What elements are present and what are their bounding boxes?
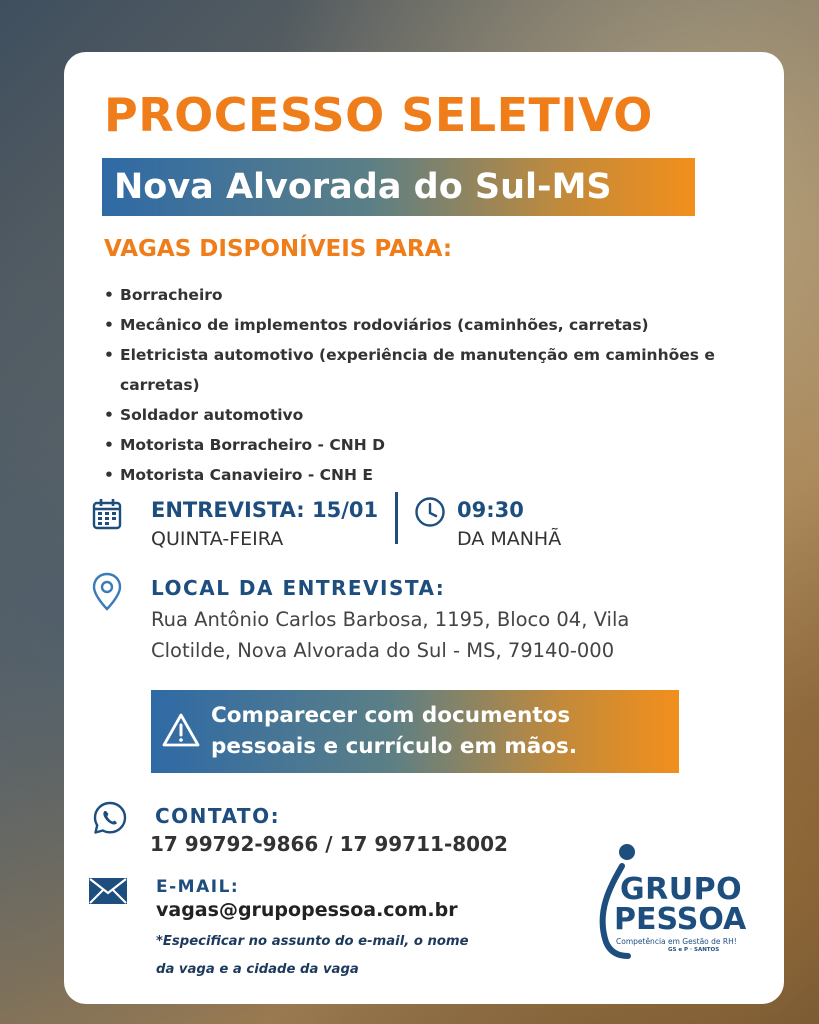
divider [395, 492, 398, 544]
list-item: • Mecânico de implementos rodoviários (caminhões, carretas) [104, 310, 744, 340]
list-item: • Motorista Borracheiro - CNH D [104, 430, 744, 460]
logo-tagline: Competência em Gestão de RH! [616, 937, 737, 946]
entrevista-day: QUINTA-FEIRA [151, 528, 284, 550]
list-item: • Motorista Canavieiro - CNH E [104, 460, 744, 490]
contato-phones: 17 99792-9866 / 17 99711-8002 [150, 832, 508, 856]
page-title: PROCESSO SELETIVO [104, 88, 653, 142]
list-item: • Borracheiro [104, 280, 744, 310]
job-list [104, 280, 744, 490]
local-address: Rua Antônio Carlos Barbosa, 1195, Bloco 04, Vila Clotilde, Nova Alvorada do Sul - MS, 79140-000 [151, 608, 630, 662]
location-pin-icon [92, 572, 122, 612]
list-item: • Soldador automotivo [104, 400, 744, 430]
email-note: *Especificar no assunto do e-mail, o nome da vaga e a cidade da vaga [156, 934, 469, 977]
whatsapp-icon [92, 800, 128, 836]
city-label: Nova Alvorada do Sul-MS [114, 167, 612, 207]
grupo-pessoa-logo [592, 842, 752, 962]
clock-icon [414, 496, 446, 528]
warning-banner [151, 690, 679, 773]
job-posting-card [64, 52, 784, 1004]
vagas-heading: VAGAS DISPONÍVEIS PARA: [104, 236, 453, 262]
logo-small: GS e P · SANTOS [668, 947, 720, 953]
entrevista-period: DA MANHÃ [457, 528, 562, 550]
warning-icon [161, 712, 201, 748]
email-address[interactable]: vagas@grupopessoa.com.br [156, 899, 458, 921]
email-heading: E-MAIL: [156, 877, 240, 897]
local-heading: LOCAL DA ENTREVISTA: [151, 576, 446, 600]
entrevista-label: ENTREVISTA: 15/01 [151, 498, 379, 522]
list-item: • Eletricista automotivo (experiência de manutenção em caminhões e carretas) [104, 340, 744, 400]
calendar-icon [92, 498, 122, 530]
entrevista-time: 09:30 [457, 498, 524, 522]
contato-heading: CONTATO: [155, 804, 281, 828]
warning-text: Comparecer com documentos pessoais e currículo em mãos. [211, 703, 577, 759]
logo-line1: GRUPO [620, 872, 743, 907]
envelope-icon [88, 877, 128, 905]
city-banner [102, 158, 695, 216]
logo-line2: PESSOA [614, 902, 747, 937]
